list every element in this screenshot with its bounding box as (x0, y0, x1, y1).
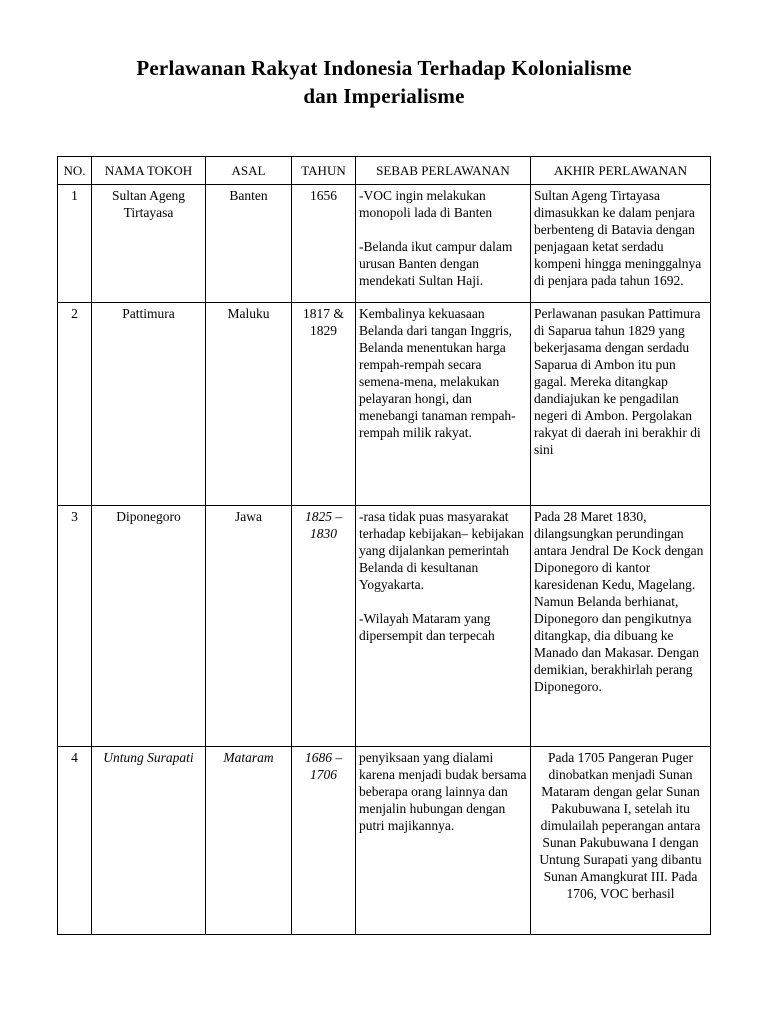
table-header-row (58, 157, 711, 185)
cell-sebab (356, 506, 531, 747)
cell-akhir: Sultan Ageng Tirtayasa dimasukkan ke dalam penjara berbenteng di Batavia dengan penjagaan ketat serdadu kompeni hingga meninggalnya di penjara pada tahun 1692. (531, 185, 711, 303)
cell-asal: Banten (206, 185, 292, 303)
table-row (58, 747, 711, 935)
sebab-paragraph: -rasa tidak puas masyarakat terhadap kebijakan– kebijakan yang dijalankan pemerintah Belanda di kesultanan Yogyakarta. (359, 509, 524, 592)
sebab-paragraph: -VOC ingin melakukan monopoli lada di Banten (359, 188, 493, 220)
header-sebab-perlawanan: SEBAB PERLAWANAN (356, 157, 531, 185)
header-nama-tokoh: NAMA TOKOH (92, 157, 206, 185)
cell-asal: Mataram (206, 747, 292, 935)
sebab-paragraph: -Belanda ikut campur dalam urusan Banten dengan mendekati Sultan Haji. (359, 239, 513, 288)
cell-no: 3 (58, 506, 92, 747)
cell-akhir: Pada 1705 Pangeran Puger dinobatkan menjadi Sunan Mataram dengan gelar Sunan Pakubuwana I, setelah itu dimulailah peperangan antara Sunan Pakubuwana I dengan Untung Surapati yang dibantu Sunan Amangkurat III. Pada 1706, VOC berhasil (531, 747, 711, 935)
cell-tokoh: Sultan Ageng Tirtayasa (92, 185, 206, 303)
cell-tahun: 1656 (292, 185, 356, 303)
header-asal: ASAL (206, 157, 292, 185)
cell-akhir: Pada 28 Maret 1830, dilangsungkan perundingan antara Jendral De Kock dengan Diponegoro di kantor karesidenan Kedu, Magelang. Namun Belanda berhianat, Diponegoro dan pengikutnya ditangkap, dia dibuang ke Manado dan Makasar. Dengan demikian, berakhirlah perang Diponegoro. (531, 506, 711, 747)
cell-tokoh: Untung Surapati (92, 747, 206, 935)
table-row (58, 506, 711, 747)
header-no: NO. (58, 157, 92, 185)
header-tahun: TAHUN (292, 157, 356, 185)
document-title (0, 54, 768, 110)
title-line-2: dan Imperialisme (303, 84, 465, 108)
cell-sebab: penyiksaan yang dialami karena menjadi budak bersama beberapa orang lainnya dan menjalin hubungan dengan putri majikannya. (356, 747, 531, 935)
cell-tokoh: Diponegoro (92, 506, 206, 747)
table-row (58, 303, 711, 506)
cell-asal: Maluku (206, 303, 292, 506)
cell-no: 2 (58, 303, 92, 506)
resistance-table (57, 156, 711, 935)
sebab-paragraph: -Wilayah Mataram yang dipersempit dan terpecah (359, 611, 495, 643)
cell-asal: Jawa (206, 506, 292, 747)
cell-tokoh: Pattimura (92, 303, 206, 506)
title-line-1: Perlawanan Rakyat Indonesia Terhadap Kolonialisme (136, 56, 632, 80)
cell-no: 1 (58, 185, 92, 303)
cell-sebab: Kembalinya kekuasaan Belanda dari tangan Inggris, Belanda menentukan harga rempah-rempah secara semena-mena, melakukan pelayaran hongi, dan menebangi tanaman rempah-rempah milik rakyat. (356, 303, 531, 506)
cell-tahun: 1825 – 1830 (292, 506, 356, 747)
cell-tahun: 1817 & 1829 (292, 303, 356, 506)
cell-no: 4 (58, 747, 92, 935)
cell-sebab (356, 185, 531, 303)
table-row (58, 185, 711, 303)
cell-tahun: 1686 – 1706 (292, 747, 356, 935)
header-akhir-perlawanan: AKHIR PERLAWANAN (531, 157, 711, 185)
cell-akhir: Perlawanan pasukan Pattimura di Saparua tahun 1829 yang bekerjasama dengan serdadu Saparua di Ambon itu pun gagal. Mereka ditangkap dandiajukan ke pengadilan negeri di Ambon. Pergolakan rakyat di daerah ini berakhir di sini (531, 303, 711, 506)
